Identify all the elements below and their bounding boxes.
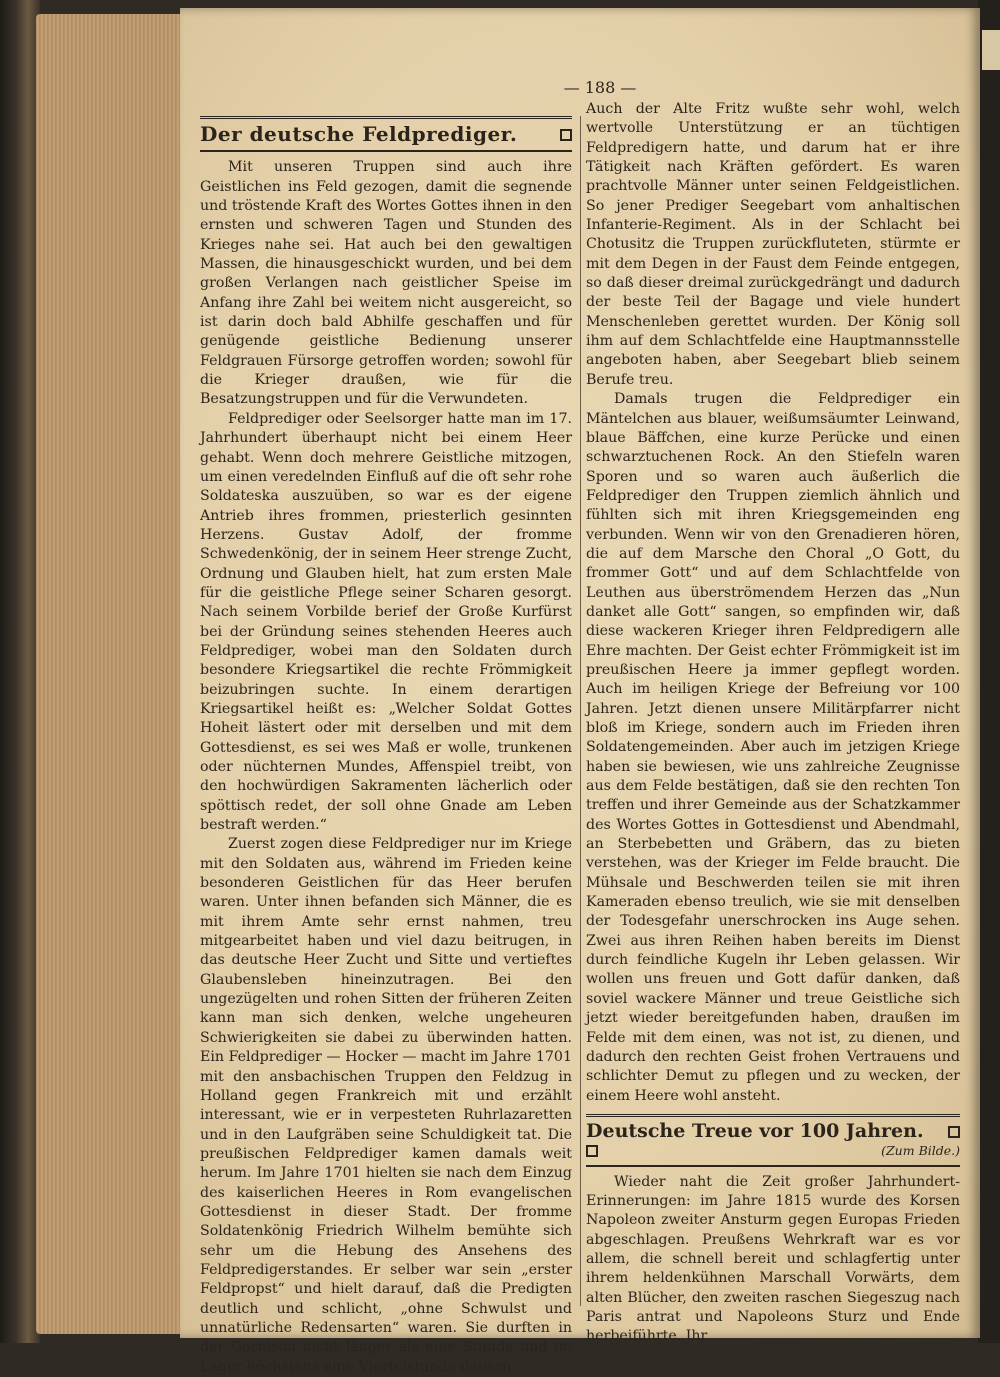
left-column: [200, 116, 572, 1377]
paper-tab: [982, 30, 1000, 70]
article-title: Der deutsche Feldprediger.: [200, 122, 518, 146]
article-subtitle: (Zum Bilde.): [881, 1143, 960, 1159]
column-divider: [580, 116, 581, 1306]
paragraph: Zuerst zogen diese Feldprediger nur im Kriege mit den Soldaten aus, während im Frieden keine besonderen Geistlichen für das Heer berufen waren. Unter ihnen befanden sich Männer, die es mit ihrem Amte sehr ernst nahmen, treu mitgearbeitet haben und viel dazu beitrugen, in das deutsche Heer Zucht und Sitte und vertieftes Glaubensleben hineinzutragen. Bei den ungezügelten und rohen Sitten der früheren Zeiten kann man sich denken, welche ungeheuren Schwierigkeiten sie dabei zu überwinden hatten. Ein Feldprediger — Hocker — macht im Jahre 1701 mit den ansbachischen Truppen den Feldzug in Holland gegen Frankreich mit und erzählt interessant, wie er in verpesteten Ruhrlazaretten und in den Laufgräben seine Schuldigkeit tat. Die preußischen Feldprediger kamen damals weit herum. Im Jahre 1701 hielten sie nach dem Einzug des kaiserlichen Heeres in Rom evangelischen Gottesdienst in dieser Stadt. Der fromme Soldatenkönig Friedrich Wilhelm bemühte sich sehr um die Hebung des Ansehens des Feldpredigerstandes. Er selber war sein „erster Feldpropst“ und hielt darauf, daß die Predigten deutlich und schlicht, „ohne Schwulst und unnatürliche Redensarten“ waren. Sie durften in der Garnison nicht länger als eine Stunde und im Lager höchstens eine Viertelstunde dauern.: [200, 836, 572, 1375]
paragraph: Feldprediger oder Seelsorger hatte man im 17. Jahrhundert überhaupt nicht bei einem Heer gehabt. Wenn doch mehrere Geistliche mitzogen, um einen veredelnden Einfluß auf die oft sehr rohe Soldateska auszuüben, so war es der eigene Antrieb ihres frommen, priesterlich gesinnten Herzens. Gustav Adolf, der fromme Schwedenkönig, der in seinem Heer strenge Zucht, Ordnung und Glauben hielt, hat zum ersten Male für die geistliche Pflege seiner Scharen gesorgt. Nach seinem Vorbilde berief der Große Kurfürst bei der Gründung seines stehenden Heeres auch Feldprediger, wobei man den Soldaten durch besondere Kriegsartikel die rechte Frömmigkeit beizubringen suchte. In einem derartigen Kriegsartikel heißt es: „Welcher Soldat Gottes Hoheit lästert oder mit derselben und mit dem Gottesdienst, es sei wes Maß er wolle, trunkenen oder nüchternen Mundes, Affenspiel treibt, von den hochwürdigen Sakramenten lächerlich oder spöttisch redet, der soll ohne Gnade am Leben bestraft werden.“: [200, 410, 572, 834]
paragraph: Auch der Alte Fritz wußte sehr wohl, welch wertvolle Unterstützung er an tüchtigen Feldpredigern hatte, und darum hat er ihre Tätigkeit nach Kräften gefördert. Es waren prachtvolle Männer unter seinen Feldgeistlichen. So jener Prediger Seegebart vom anhaltischen Infanterie-Regiment. Als in der Schlacht bei Chotusitz die Truppen zurückfluteten, stürmte er mit dem Degen in der Faust dem Feinde entgegen, so daß dieser dreimal zurückgedrängt und dadurch der beste Teil der Bagage und viele hundert Menschenleben gerettet wurden. Der König soll ihm auf dem Schlachtfelde eine Hauptmannsstelle angeboten haben, aber Seegebart blieb seinem Berufe treu.: [586, 101, 960, 388]
paragraph: Wieder naht die Zeit großer Jahrhundert-Erinnerungen: im Jahre 1815 wurde des Korsen Napoleon zweiter Ansturm gegen Europas Frieden abgeschlagen. Preußens Wehrkraft war es vor allem, die schnell bereit und schlagfertig unter ihrem heldenkühnen Marschall Vorwärts, dem alten Blücher, den zweiten raschen Siegeszug nach Paris antrat und Napoleons Sturz und Ende herbeiführte. Ihr: [586, 1173, 960, 1345]
page-number: — 188 —: [563, 78, 637, 97]
article-header-treue: [586, 1114, 960, 1167]
book-page: [180, 8, 980, 1375]
square-ornament-icon: [586, 1145, 598, 1157]
article-header-feldprediger: [200, 116, 572, 152]
page-stack-edge: [36, 14, 196, 1334]
paragraph: Mit unseren Truppen sind auch ihre Geistlichen ins Feld gezogen, damit die segnende und tröstende Kraft des Wortes Gottes ihnen in den ernsten und schweren Tagen und Stunden des Krieges nahe sei. Hat auch bei den gewaltigen Massen, die hinausgeschickt wurden, und bei dem großen Verlangen nach geistlicher Speise im Anfang ihre Zahl bei weitem nicht ausgereicht, so ist darin doch bald Abhilfe geschaffen und für genügende geistliche Bedienung unserer Feldgrauen Fürsorge getroffen worden; sowohl für die Krieger draußen, wie für die Besatzungstruppen und für die Verwundeten.: [200, 159, 572, 408]
square-ornament-icon: [560, 129, 572, 141]
paragraph: Damals trugen die Feldprediger ein Mäntelchen aus blauer, weißumsäumter Leinwand, blaue Bäffchen, eine kurze Perücke und einen schwarztuchenen Rock. An den Stiefeln waren Sporen und so waren auch äußerlich die Feldprediger den Truppen ziemlich ähnlich und fühlten sich mit ihren Kriegsgemeinden eng verbunden. Wenn wir von den Grenadieren hören, die auf dem Marsche den Choral „O Gott, du frommer Gott“ und auf dem Schlachtfelde von Leuthen aus überströmendem Herzen das „Nun danket alle Gott“ sangen, so empfinden wir, daß diese wackeren Krieger ihren Feldpredigern alle Ehre machten. Der Geist echter Frömmigkeit ist im preußischen Heere ja immer gepflegt worden. Auch im heiligen Kriege der Befreiung vor 100 Jahren. Jetzt dienen unsere Militärpfarrer nicht bloß im Kriege, sondern auch im Frieden ihren Soldatengemeinden. Aber auch im jetzigen Kriege haben sie bewiesen, wie uns zahlreiche Zeugnisse aus dem Felde bestätigen, daß sie den rechten Ton treffen und ihrer Gemeinde aus der Schatzkammer des Wortes Gottes in Gottesdienst und Abendmahl, an Sterbebetten und Gräbern, das zu bieten verstehen, was der Krieger im Felde braucht. Die Mühsale und Beschwerden teilen sie mit ihren Kameraden ebenso treulich, wie sie mit denselben der Todesgefahr unerschrocken ins Auge sehen. Zwei aus ihren Reihen haben bereits im Dienst durch feindliche Kugeln ihr Leben gelassen. Wir wollen uns freuen und Gott dafür danken, daß soviel wackere Männer und treue Geistliche sich jetzt wieder bereitgefunden haben, draußen im Felde mit dem einen, was not ist, zu dienen, und dadurch den rechten Geist frohen Vertrauens und schlichter Demut zu pflegen und zu wecken, der einem Heere wohl ansteht.: [586, 391, 960, 1104]
book-binding: [0, 0, 40, 1343]
article-title: Deutsche Treue vor 100 Jahren.: [586, 1119, 924, 1142]
right-background-strip: [978, 0, 1000, 1343]
square-ornament-icon: [948, 1126, 960, 1138]
right-column: [586, 100, 960, 1347]
